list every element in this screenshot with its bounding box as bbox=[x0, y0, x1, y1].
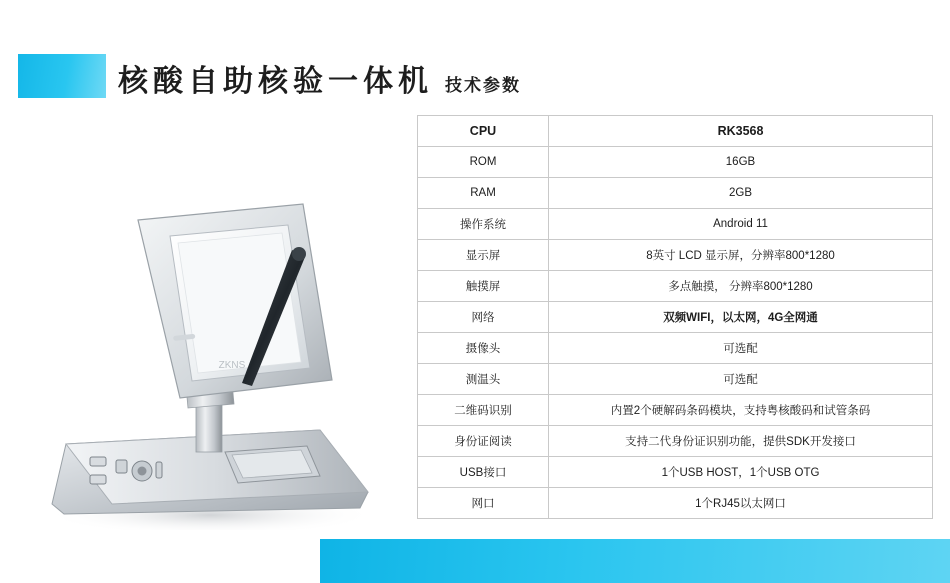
footer-accent-bar bbox=[320, 539, 950, 583]
spec-key: RAM bbox=[418, 178, 549, 209]
product-image bbox=[20, 100, 400, 530]
table-row bbox=[418, 271, 933, 302]
table-row bbox=[418, 395, 933, 426]
spec-value: 支持二代身份证识别功能，提供SDK开发接口 bbox=[549, 426, 933, 457]
table-row bbox=[418, 426, 933, 457]
spec-value: 1个USB HOST，1个USB OTG bbox=[549, 457, 933, 488]
spec-key: 摄像头 bbox=[418, 333, 549, 364]
table-row bbox=[418, 457, 933, 488]
spec-value: 2GB bbox=[549, 178, 933, 209]
header-accent-bar bbox=[18, 54, 106, 98]
spec-key: 操作系统 bbox=[418, 209, 549, 240]
table-row bbox=[418, 488, 933, 519]
spec-value: 可选配 bbox=[549, 333, 933, 364]
table-row bbox=[418, 147, 933, 178]
spec-value: 多点触摸， 分辨率800*1280 bbox=[549, 271, 933, 302]
spec-key: 二维码识别 bbox=[418, 395, 549, 426]
table-row bbox=[418, 240, 933, 271]
spec-value: 内置2个硬解码条码模块，支持粤核酸码和试管条码 bbox=[549, 395, 933, 426]
table-row bbox=[418, 209, 933, 240]
spec-table bbox=[417, 115, 933, 519]
table-row bbox=[418, 333, 933, 364]
spec-value: 16GB bbox=[549, 147, 933, 178]
screen-brand-label: ZKNS bbox=[218, 360, 246, 371]
spec-key: 身份证阅读 bbox=[418, 426, 549, 457]
spec-key: ROM bbox=[418, 147, 549, 178]
spec-value: 可选配 bbox=[549, 364, 933, 395]
product-illustration bbox=[20, 100, 400, 530]
table-row bbox=[418, 364, 933, 395]
spec-key: 触摸屏 bbox=[418, 271, 549, 302]
spec-key: 网口 bbox=[418, 488, 549, 519]
spec-key: 显示屏 bbox=[418, 240, 549, 271]
spec-key: CPU bbox=[418, 116, 549, 147]
page-title-sub: 技术参数 bbox=[445, 76, 521, 95]
spec-value: RK3568 bbox=[549, 116, 933, 147]
spec-value: 1个RJ45以太网口 bbox=[549, 488, 933, 519]
spec-key: 网络 bbox=[418, 302, 549, 333]
spec-value: 双频WIFI，以太网，4G全网通 bbox=[549, 302, 933, 333]
page-title-main: 核酸自助核验一体机 bbox=[118, 65, 433, 98]
spec-value: Android 11 bbox=[549, 209, 933, 240]
spec-table-body bbox=[418, 116, 933, 519]
table-row bbox=[418, 116, 933, 147]
table-row bbox=[418, 178, 933, 209]
spec-key: 测温头 bbox=[418, 364, 549, 395]
table-row bbox=[418, 302, 933, 333]
spec-key: USB接口 bbox=[418, 457, 549, 488]
spec-value: 8英寸 LCD 显示屏，分辨率800*1280 bbox=[549, 240, 933, 271]
page-title bbox=[118, 56, 521, 100]
